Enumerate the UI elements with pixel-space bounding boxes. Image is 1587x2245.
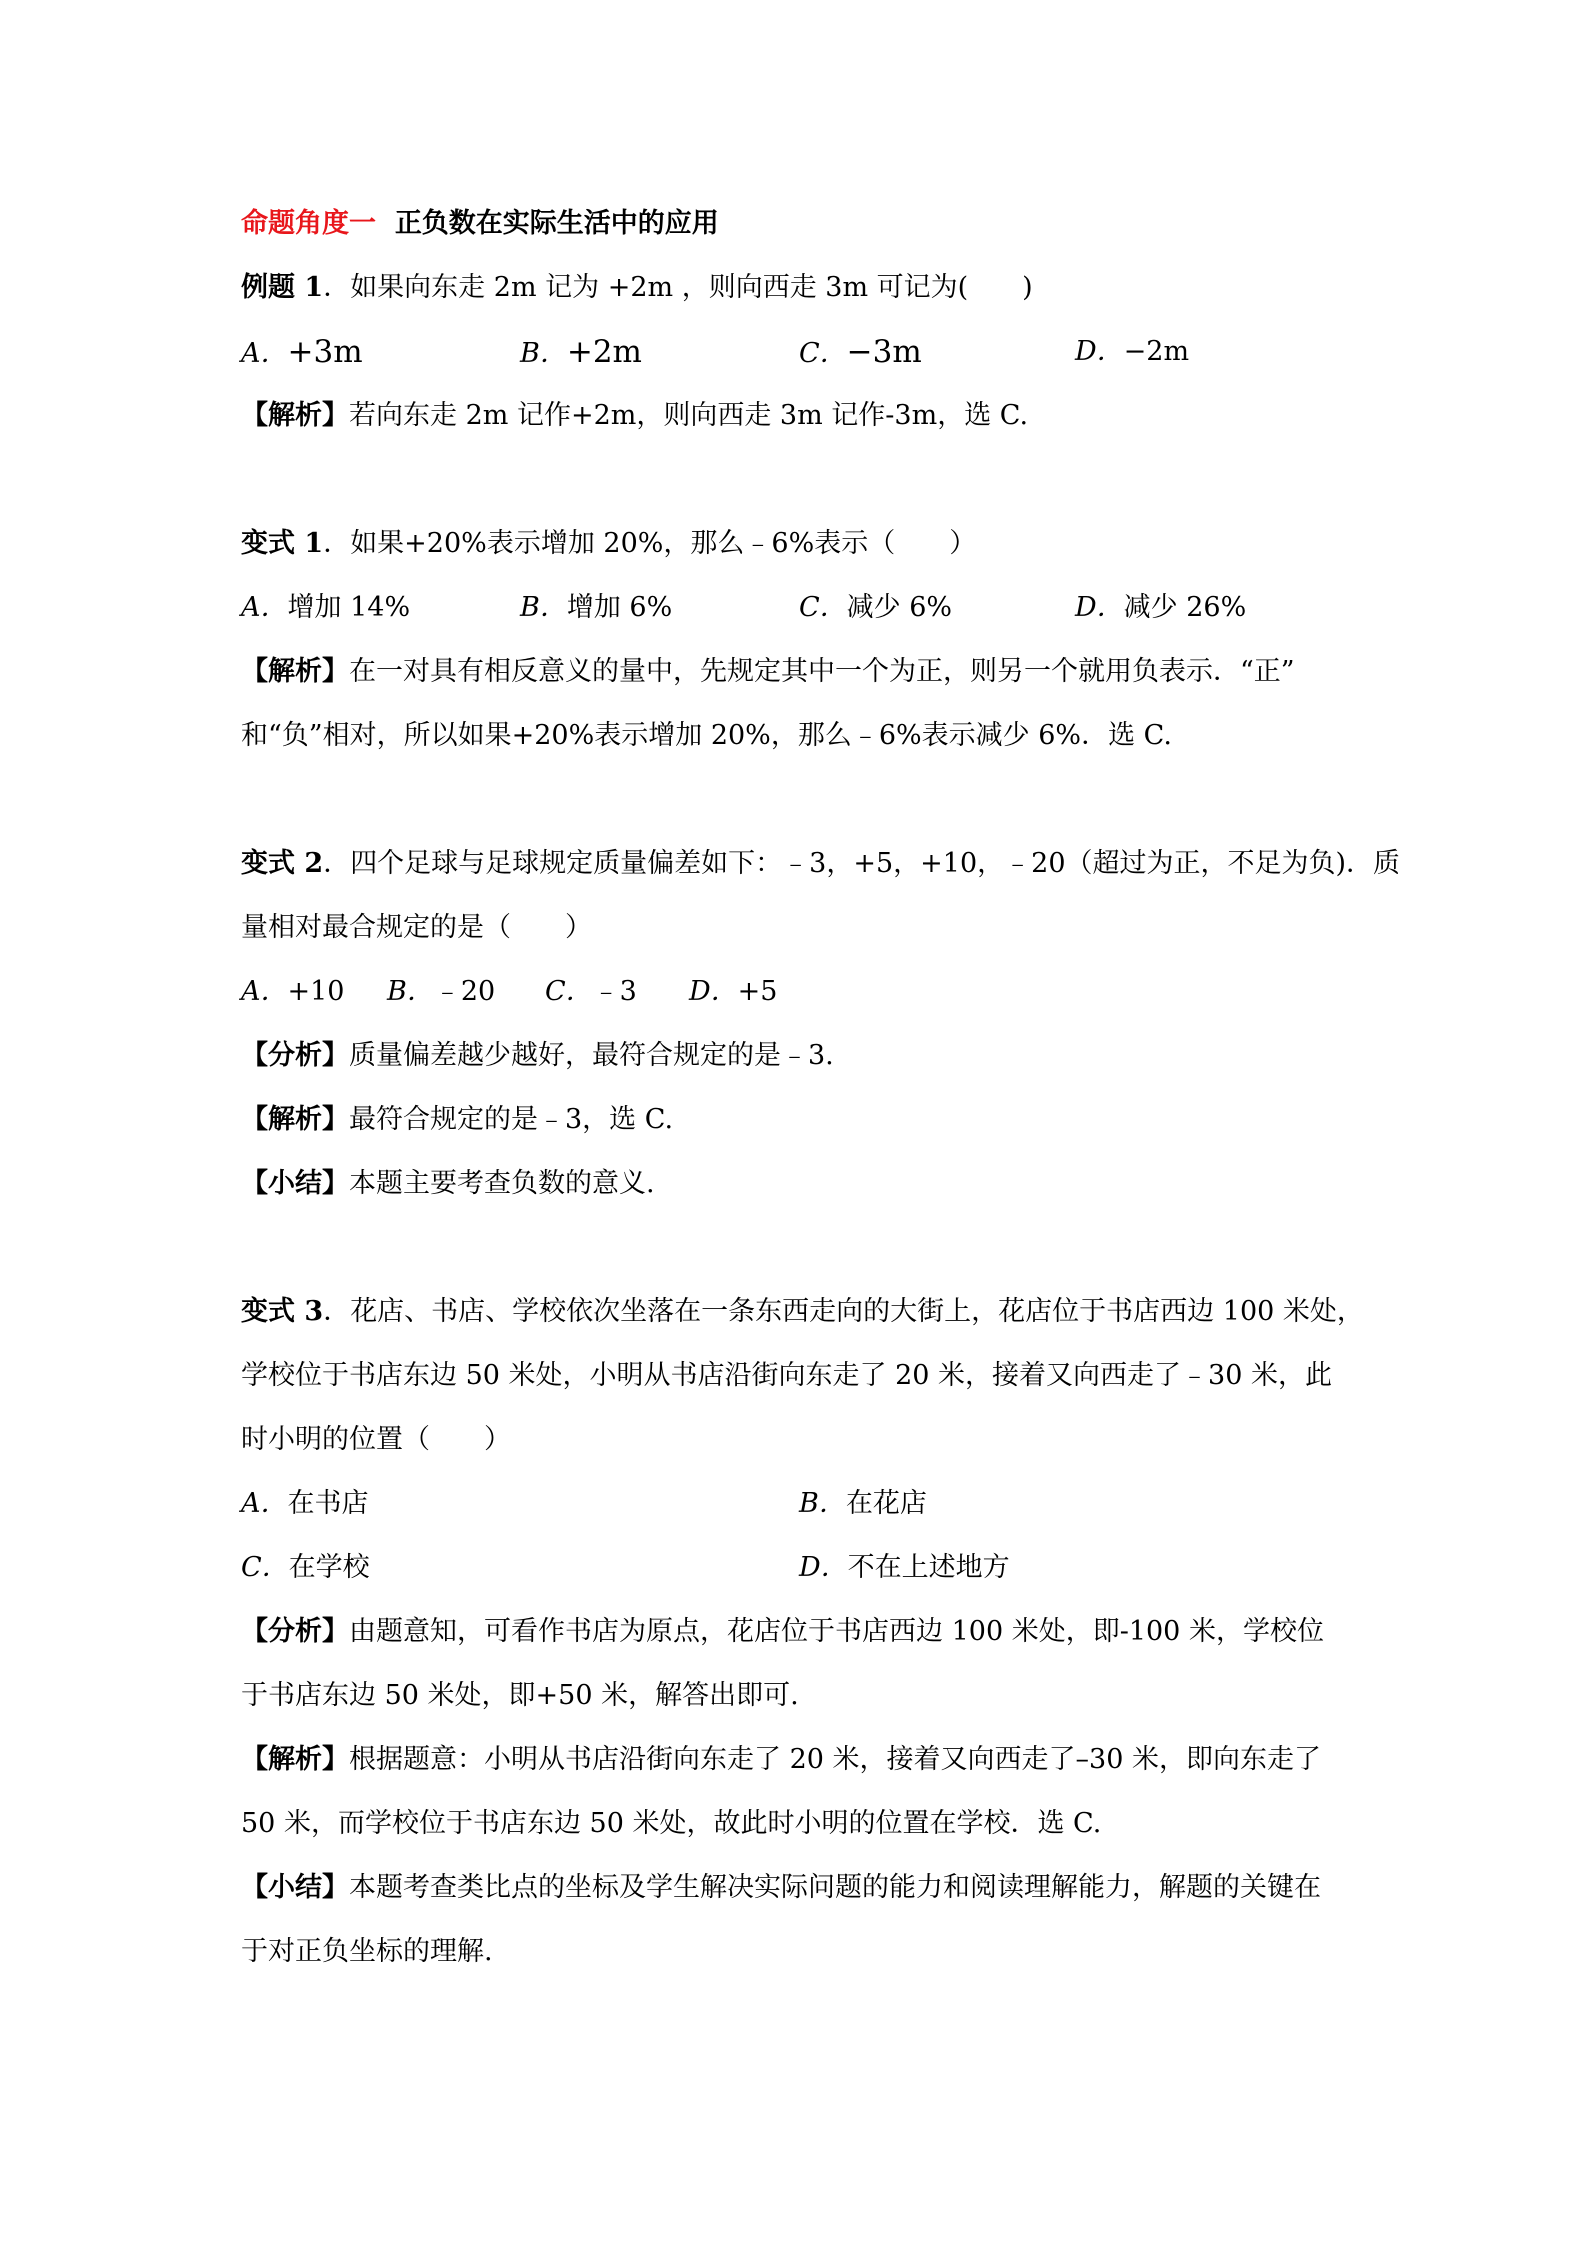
variant-3-question-cont: 学校位于书店东边 50 米处，小明从书店沿街向东走了 20 米，接着又向西走了﹣30 米，此 — [241, 1360, 1332, 1391]
option-d: D．−2m — [1075, 336, 1190, 367]
example-1-options — [241, 320, 1361, 384]
variant-2-summary: 【小结】本题主要考查负数的意义. — [241, 1168, 655, 1199]
variant-1-question: 如果+20%表示增加 20%，那么﹣6%表示（ ） — [350, 528, 977, 559]
variant-1-options — [241, 576, 1361, 640]
variant-1-analysis-cont: 和“负”相对，所以如果+20%表示增加 20%，那么﹣6%表示减少 6%．选 C. — [241, 720, 1172, 751]
variant-3-question-end: 时小明的位置（ ） — [241, 1424, 511, 1455]
variant-2-fenxi: 【分析】质量偏差越少越好，最符合规定的是﹣3. — [241, 1040, 834, 1071]
option-c: C．﹣3 — [545, 976, 637, 1007]
option-b: B．+2m — [520, 334, 642, 370]
variant-3-options-row1 — [241, 1472, 1361, 1536]
option-d: D．+5 — [689, 976, 778, 1007]
option-a: A．增加 14% — [241, 592, 411, 623]
variant-3-analysis-cont: 50 米，而学校位于书店东边 50 米处，故此时小明的位置在学校．选 C. — [241, 1808, 1102, 1839]
example-1-analysis: 【解析】若向东走 2m 记作+2m，则向西走 3m 记作-3m，选 C. — [241, 400, 1029, 431]
option-d: D．不在上述地方 — [799, 1552, 1010, 1583]
variant-3-summary-cont: 于对正负坐标的理解. — [241, 1936, 493, 1967]
variant-3: 变式 3．花店、书店、学校依次坐落在一条东西走向的大街上，花店位于书店西边 100 米处， 学校位于书店东边 50 米处，小明从书店沿街向东走了 20 米，接着又向西走了﹣30 米，此 时小明的位置（ ） A．在书店 B．在花店 C．在学校 D．不在上述地方 【分析】由题意知，可看作书店为原点，花店位于书店西边 100 米处，即-100 米，学校位 于书店东边 50 米处，即+50 米，解答出即可. 【解析】根据题意：小明从书店沿街向东走了 20 米，接着又向西走了–30 米，即向东走了 50 米，而学校位于书店东边 50 米处，故此时小明的位置在学校．选 C. 【小结】本题考查类比点的坐标及学生解决实际问题的能力和阅读理解能力，解题的关键在 于对正负坐标的理解. — [241, 1280, 1361, 1984]
option-b: B．﹣20 — [387, 976, 496, 1007]
section-label-red: 命题角度一 — [241, 208, 376, 239]
section-label: 正负数在实际生活中的应用 — [394, 208, 719, 239]
variant-1-analysis: 【解析】在一对具有相反意义的量中，先规定其中一个为正，则另一个就用负表示．“正” — [241, 656, 1295, 687]
option-a: A．+10 — [241, 976, 345, 1007]
variant-3-options-row2 — [241, 1536, 1361, 1600]
variant-3-question: 花店、书店、学校依次坐落在一条东西走向的大街上，花店位于书店西边 100 米处， — [350, 1296, 1364, 1327]
option-a: A．+3m — [241, 334, 363, 370]
option-a: A．在书店 — [241, 1488, 369, 1519]
variant-3-summary: 【小结】本题考查类比点的坐标及学生解决实际问题的能力和阅读理解能力，解题的关键在 — [241, 1872, 1321, 1903]
variant-2-question: 四个足球与足球规定质量偏差如下：﹣3，+5，+10，﹣20（超过为正，不足为负)．质 — [350, 848, 1401, 879]
variant-1-title: 变式 1 — [241, 528, 324, 559]
option-c: C．−3m — [799, 334, 922, 370]
variant-2-title: 变式 2 — [241, 848, 324, 879]
option-c: C．减少 6% — [799, 592, 953, 623]
variant-2-question-cont: 量相对最合规定的是（ ） — [241, 912, 592, 943]
example-1-title: 例题 1 — [241, 272, 324, 303]
option-d: D．减少 26% — [1075, 592, 1247, 623]
option-c: C．在学校 — [241, 1552, 370, 1583]
variant-1: 变式 1．如果+20%表示增加 20%，那么﹣6%表示（ ） A．增加 14% B．增加 6% C．减少 6% D．减少 26% 【解析】在一对具有相反意义的量中，先规定其中一个为正，则另一个就用负表示．“正” 和“负”相对，所以如果+20%表示增加 20%，那么﹣6%表示减少 6%．选 C. — [241, 512, 1361, 768]
variant-2-options — [241, 960, 1361, 1024]
variant-3-fenxi: 【分析】由题意知，可看作书店为原点，花店位于书店西边 100 米处，即-100 米，学校位 — [241, 1616, 1324, 1647]
example-1-question: 如果向东走 2m 记为 +2m ，则向西走 3m 可记为( ) — [350, 272, 1033, 303]
option-b: B．在花店 — [799, 1488, 927, 1519]
variant-3-title: 变式 3 — [241, 1296, 324, 1327]
example-1: 例题 1．如果向东走 2m 记为 +2m ，则向西走 3m 可记为( ) A．+3m B．+2m C．−3m D．−2m 【解析】若向东走 2m 记作+2m，则向西走 3m 记作-3m，选 C. — [241, 256, 1361, 448]
variant-2: 变式 2．四个足球与足球规定质量偏差如下：﹣3，+5，+10，﹣20（超过为正，不足为负)．质 量相对最合规定的是（ ） A．+10 B．﹣20 C．﹣3 D．+5 【分析】质量偏差越少越好，最符合规定的是﹣3. 【解析】最符合规定的是﹣3，选 C. 【小结】本题主要考查负数的意义. — [241, 832, 1361, 1216]
variant-3-fenxi-cont: 于书店东边 50 米处，即+50 米，解答出即可. — [241, 1680, 799, 1711]
variant-3-analysis: 【解析】根据题意：小明从书店沿街向东走了 20 米，接着又向西走了–30 米，即向东走了 — [241, 1744, 1321, 1775]
section-heading — [241, 192, 1361, 256]
variant-2-analysis: 【解析】最符合规定的是﹣3，选 C. — [241, 1104, 674, 1135]
option-b: B．增加 6% — [520, 592, 673, 623]
